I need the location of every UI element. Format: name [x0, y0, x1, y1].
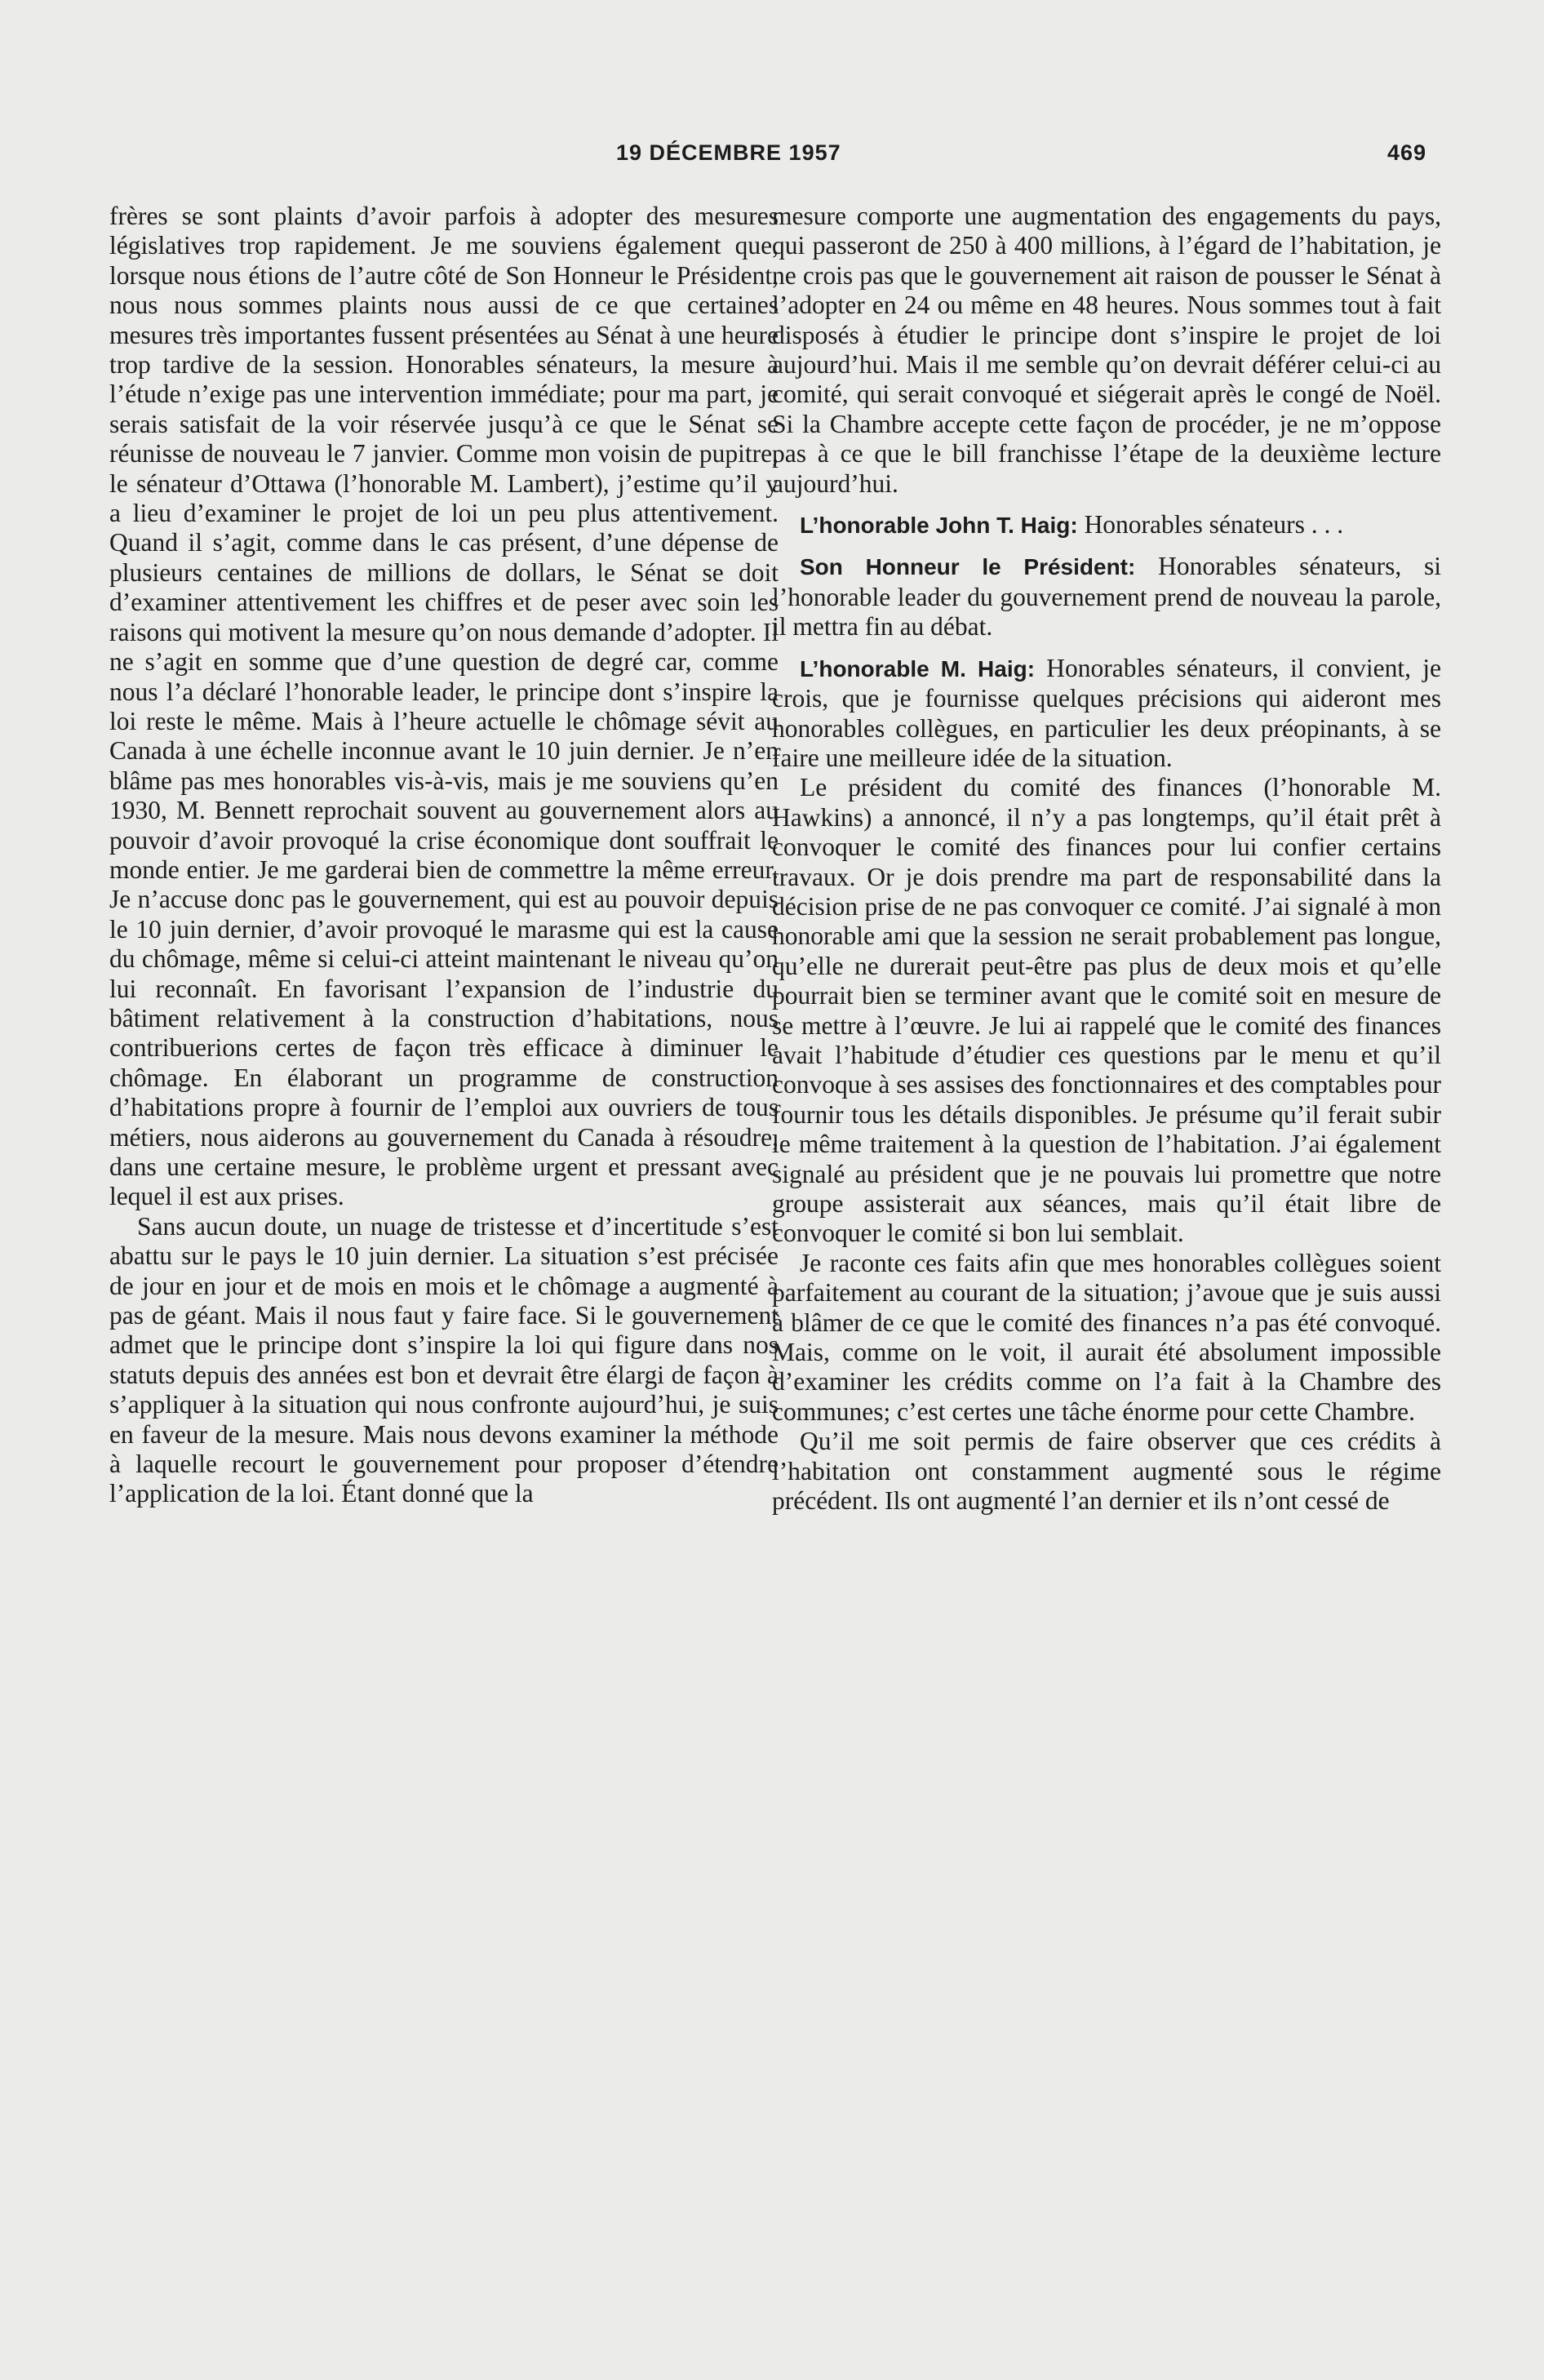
speaker-name: Son Honneur le Président: — [800, 554, 1136, 580]
speaker-name: L’honorable John T. Haig: — [800, 513, 1078, 539]
speaker-name: L’honorable M. Haig: — [800, 655, 1036, 682]
paragraph: mesure comporte une augmentation des engagements du pays, qui passeront de 250 à 400 millions, à l’égard de l’habitation, je ne crois pas que le gouvernement ait raison de pousser le Sénat à l’adopter en 24 ou même en 48 heures. Nous sommes tout à fait disposés à étudier le principe dont s’inspire le projet de loi aujourd’hui. Mais il me semble qu’on devrait déférer celui-ci au comité, qui serait convoqué et siégerait après le congé de Noël. Si la Chambre accepte cette façon de procéder, je ne m’oppose pas à ce que le bill franchisse l’étape de la deuxième lecture aujourd’hui. — [772, 202, 1441, 498]
speech-text: Honorables sénateurs, si l’honorable leader du gouvernement prend de nouveau la parole, il mettra fin au débat. — [772, 552, 1441, 642]
paragraph: Sans aucun doute, un nuage de tristesse et d’incertitude s’est abattu sur le pays le 10 juin dernier. La situation s’est précisée de jour en jour et de mois en mois et le chômage a augmenté à pas de géant. Mais il nous faut y faire face. Si le gouvernement admet que le principe dont s’inspire la loi qui figure dans nos statuts depuis des années est bon et devrait être élargi de façon à s’appliquer à la situation qui nous confronte aujourd’hui, je suis en faveur de la mesure. Mais nous devons examiner la méthode à laquelle recourt le gouvernement pour proposer d’étendre l’application de la loi. Étant donné que la — [109, 1211, 779, 1508]
page-header — [0, 140, 1544, 173]
left-column — [109, 202, 779, 1509]
page-number: 469 — [1387, 140, 1427, 165]
speech — [772, 510, 1441, 540]
paragraph: frères se sont plaints d’avoir parfois à adopter des mesures législatives trop rapidement. Je me souviens également que, lorsque nous étions de l’autre côté de Son Honneur le Président, nous nous sommes plaints nous aussi de ce que certaines mesures très importantes fussent présentées au Sénat à une heure trop tardive de la session. Honorables sénateurs, la mesure à l’étude n’exige pas une intervention immédiate; pour ma part, je serais satisfait de la voir réservée jusqu’à ce que le Sénat se réunisse de nouveau le 7 janvier. Comme mon voisin de pupitre, le sénateur d’Ottawa (l’honorable M. Lambert), j’estime qu’il y a lieu d’examiner le projet de loi un peu plus attentivement. Quand il s’agit, comme dans le cas présent, d’une dépense de plusieurs centaines de millions de dollars, le Sénat se doit d’examiner attentivement les chiffres et de peser avec soin les raisons qui motivent la mesure qu’on nous demande d’adopter. Il ne s’agit en somme que d’une question de degré car, comme nous l’a déclaré l’honorable leader, le principe dont s’inspire la loi reste le même. Mais à l’heure actuelle le chômage sévit au Canada à une échelle inconnue avant le 10 juin dernier. Je n’en blâme pas mes honorables vis-à-vis, mais je me souviens qu’en 1930, M. Bennett reprochait souvent au gouvernement alors au pouvoir d’avoir provoqué la crise économique dont souffrait le monde entier. Je me garderai bien de commettre la même erreur. Je n’accuse donc pas le gouvernement, qui est au pouvoir depuis le 10 juin dernier, d’avoir provoqué le marasme qui est la cause du chômage, même si celui-ci atteint maintenant le niveau qu’on lui reconnaît. En favorisant l’expansion de l’industrie du bâtiment relativement à la construction d’habitations, nous contribuerions certes de façon très efficace à diminuer le chômage. En élaborant un programme de construction d’habitations propre à fournir de l’emploi aux ouvriers de tous métiers, nous aiderons au gouvernement du Canada à résoudre, dans une certaine mesure, le problème urgent et pressant avec lequel il est aux prises. — [109, 202, 779, 1211]
speech-text: Honorables sénateurs . . . — [1084, 510, 1344, 539]
header-date: 19 DÉCEMBRE 1957 — [616, 140, 841, 165]
paragraph: Je raconte ces faits afin que mes honorables collègues soient parfaitement au courant de la situation; j’avoue que je suis aussi à blâmer de ce que le comité des finances n’a pas été convoqué. Mais, comme on le voit, il aurait été absolument impossible d’examiner les crédits comme on l’a fait à la Chambre des communes; c’est certes une tâche énorme pour cette Chambre. — [772, 1248, 1441, 1426]
right-column — [772, 202, 1441, 1516]
paragraph: Le président du comité des finances (l’honorable M. Hawkins) a annoncé, il n’y a pas longtemps, qu’il était prêt à convoquer le comité des finances pour lui confier certains travaux. Or je dois prendre ma part de responsabilité dans la décision prise de ne pas convoquer ce comité. J’ai signalé à mon honorable ami que la session ne serait probablement pas longue, qu’elle ne durerait peut-être pas plus de deux mois et qu’elle pourrait bien se terminer avant que le comité soit en mesure de se mettre à l’œuvre. Je lui ai rappelé que le comité des finances avait l’habitude d’étudier ces questions par le menu et qu’il convoque à ses assises des fonctionnaires et des comptables pour fournir tous les détails disponibles. Je présume qu’il ferait subir le même traitement à la question de l’habitation. J’ai également signalé au président que je ne pouvais lui promettre que notre groupe assisterait aux séances, mais qu’il était libre de convoquer le comité si bon lui semblait. — [772, 773, 1441, 1248]
speech — [772, 654, 1441, 774]
speech-text: Honorables sénateurs, il convient, je crois, que je fournisse quelques précisions qui aideront mes honorables collègues, en particulier les deux préopinants, à se faire une meilleure idée de la situation. — [772, 653, 1441, 772]
paragraph: Qu’il me soit permis de faire observer que ces crédits à l’habitation ont constamment augmenté sous le régime précédent. Ils ont augmenté l’an dernier et ils n’ont cessé de — [772, 1427, 1441, 1516]
speech — [772, 552, 1441, 642]
